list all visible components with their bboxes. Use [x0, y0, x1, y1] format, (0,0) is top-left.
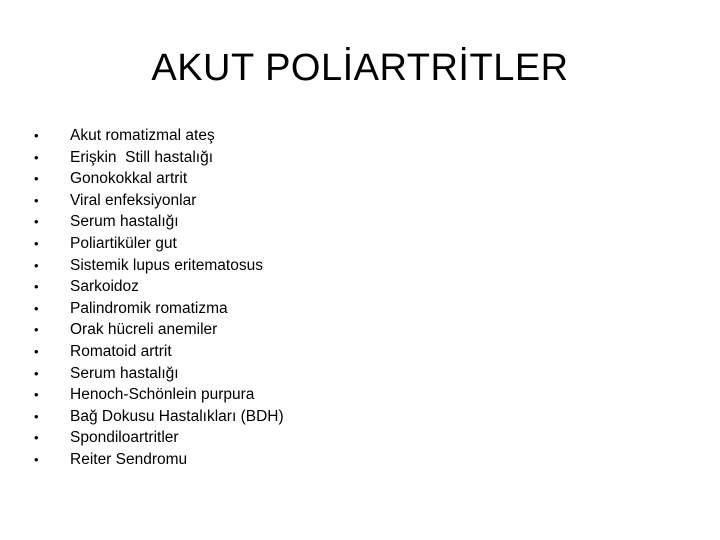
bullet-icon: • — [34, 430, 39, 446]
bullet-icon: • — [34, 408, 39, 424]
bullet-icon: • — [34, 128, 39, 143]
list-item-text: Poliartiküler gut — [70, 234, 177, 252]
list-item — [34, 406, 284, 428]
list-item-text: Sarkoidoz — [70, 278, 139, 296]
bullet-icon: • — [34, 257, 39, 273]
list-item — [34, 276, 284, 298]
list-item-text: Sistemik lupus eritematosus — [70, 256, 263, 274]
bullet-icon: • — [34, 322, 39, 338]
bullet-icon: • — [34, 343, 39, 359]
list-item — [34, 168, 284, 190]
bullet-icon: • — [34, 149, 39, 165]
list-item — [34, 384, 284, 406]
list-item-text: Viral enfeksiyonlar — [70, 191, 197, 209]
list-item — [34, 341, 284, 363]
bullet-icon: • — [34, 214, 39, 230]
list-item-text: Orak hücreli anemiler — [70, 321, 218, 339]
list-item-text: Bağ Dokusu Hastalıkları (BDH) — [70, 407, 284, 425]
list-item-text: Serum hastalığı — [70, 213, 179, 231]
list-item — [34, 125, 284, 147]
list-item — [34, 190, 284, 212]
list-item — [34, 298, 284, 320]
list-item-text: Henoch-Schönlein purpura — [70, 386, 255, 404]
list-item-text: Reiter Sendromu — [70, 450, 188, 468]
bullet-icon: • — [34, 451, 39, 467]
list-item — [34, 449, 284, 471]
list-item-text: Palindromik romatizma — [70, 299, 228, 317]
list-item-text: Spondiloartritler — [70, 429, 179, 447]
bullet-icon: • — [34, 279, 39, 295]
list-item — [34, 319, 284, 341]
list-item-text: Akut romatizmal ateş — [70, 127, 215, 144]
list-item-text: Serum hastalığı — [70, 364, 179, 382]
list-item — [34, 147, 284, 169]
bullet-icon: • — [34, 192, 39, 208]
slide-title: AKUT POLİARTRİTLER — [151, 47, 569, 89]
list-item — [34, 427, 284, 449]
bullet-list — [34, 125, 284, 471]
bullet-icon: • — [34, 365, 39, 381]
list-item-text: Romatoid artrit — [70, 342, 172, 360]
bullet-icon: • — [34, 171, 39, 187]
bullet-icon: • — [34, 235, 39, 251]
bullet-icon: • — [34, 387, 39, 403]
list-item-text: Gonokokkal artrit — [70, 170, 188, 188]
list-item — [34, 363, 284, 385]
bullet-icon: • — [34, 300, 39, 316]
list-item — [34, 255, 284, 277]
list-item — [34, 211, 284, 233]
list-item-text: Erişkin Still hastalığı — [70, 148, 213, 166]
list-item — [34, 233, 284, 255]
